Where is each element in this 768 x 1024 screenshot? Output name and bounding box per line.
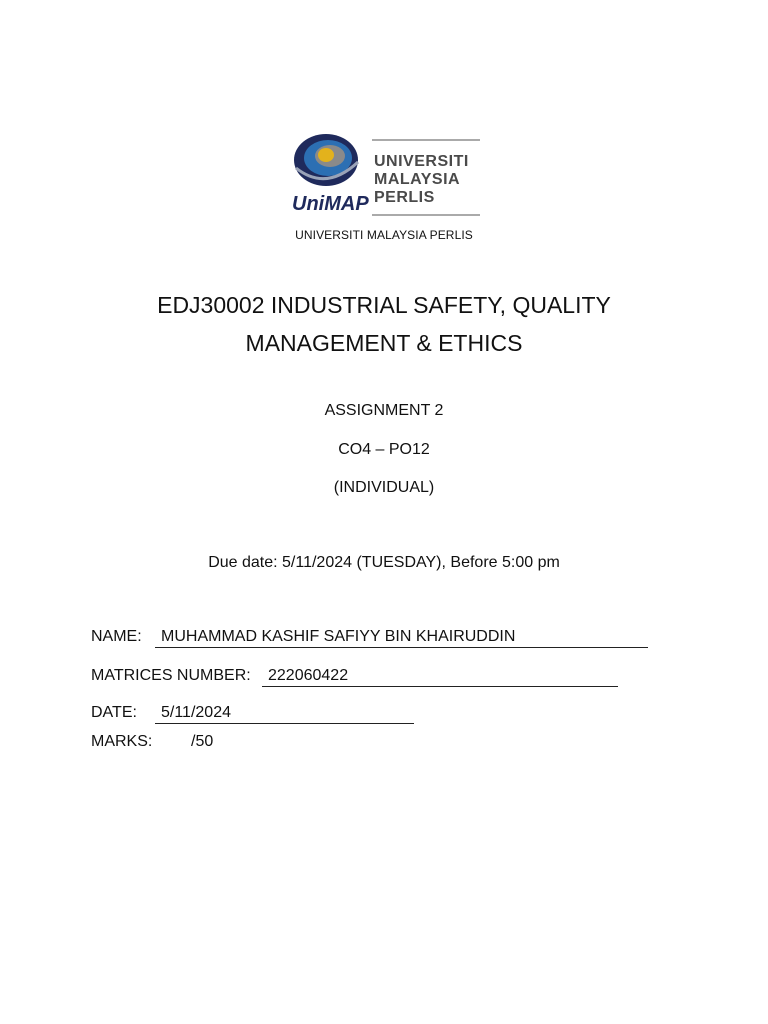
logo-word-universiti: UNIVERSITI <box>374 153 469 170</box>
name-label: NAME: <box>91 628 142 645</box>
course-outcomes: CO4 – PO12 <box>338 441 430 458</box>
assignment-title: ASSIGNMENT 2 <box>324 402 444 419</box>
university-logo <box>288 122 480 218</box>
course-title <box>0 286 768 362</box>
logo-word-perlis: PERLIS <box>374 189 435 206</box>
name-underline <box>155 647 648 648</box>
logo-word-malaysia: MALAYSIA <box>374 171 461 188</box>
name-field <box>91 628 516 646</box>
date-label: DATE: <box>91 704 137 721</box>
matric-label: MATRICES NUMBER: <box>91 667 251 684</box>
marks-field <box>91 733 214 751</box>
course-title-line-1: EDJ30002 INDUSTRIAL SAFETY, QUALITY <box>157 292 611 318</box>
date-value: 5/11/2024 <box>161 704 231 721</box>
matric-value: 222060422 <box>268 667 349 684</box>
matric-underline <box>262 686 618 687</box>
logo-brand: UniMAP <box>292 193 369 215</box>
date-underline <box>155 723 414 724</box>
marks-label: MARKS: <box>91 733 153 750</box>
matric-field <box>91 667 349 685</box>
due-date: Due date: 5/11/2024 (TUESDAY), Before 5:00 pm <box>208 554 560 571</box>
university-caption: UNIVERSITI MALAYSIA PERLIS <box>295 228 473 242</box>
marks-value: /50 <box>191 733 214 750</box>
assignment-type: (INDIVIDUAL) <box>333 479 435 496</box>
course-title-line-2: MANAGEMENT & ETHICS <box>245 330 523 356</box>
date-field <box>91 704 231 722</box>
name-value: MUHAMMAD KASHIF SAFIYY BIN KHAIRUDDIN <box>161 628 516 645</box>
crest-icon <box>294 134 358 186</box>
